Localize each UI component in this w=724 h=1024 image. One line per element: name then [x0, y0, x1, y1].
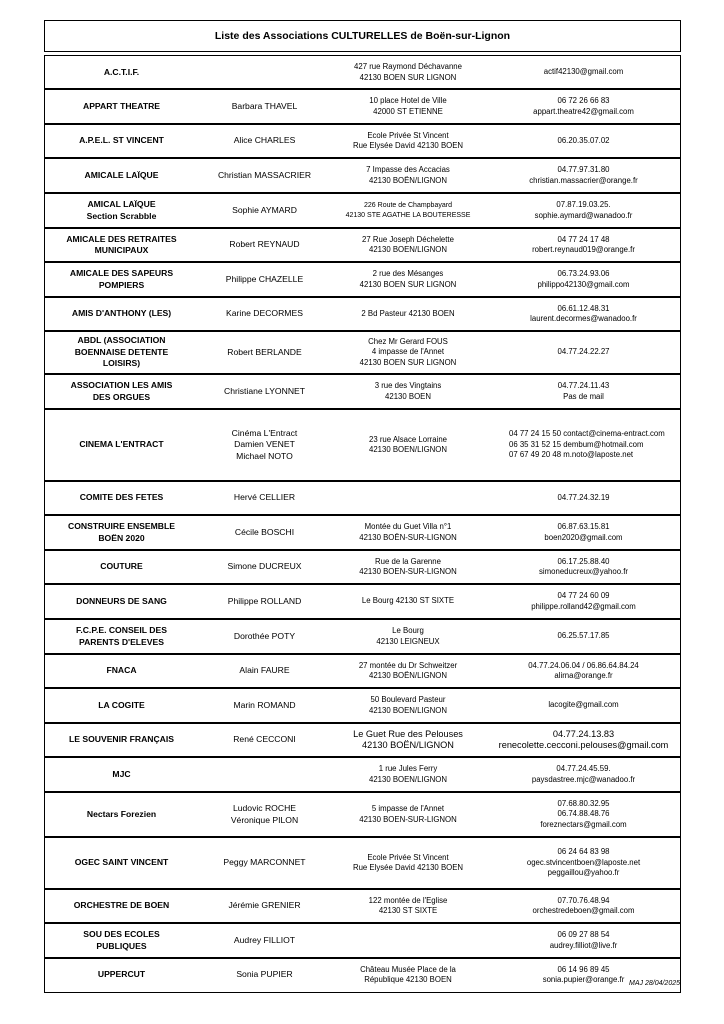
association-row — [44, 549, 681, 585]
association-name-line: Section Scrabble — [86, 210, 157, 221]
association-row — [44, 687, 681, 724]
title-text: Liste des Associations CULTURELLES de Boën-sur-Lignon — [214, 30, 511, 42]
association-name — [45, 67, 198, 79]
page-title — [44, 20, 681, 52]
association-name — [45, 380, 198, 403]
contact-person-line: Hervé CELLIER — [233, 492, 296, 503]
association-name-line: ASSOCIATION LES AMIS — [70, 380, 173, 391]
association-address-line: 27 Rue Joseph Déchelette — [362, 234, 454, 244]
association-address — [331, 309, 485, 320]
contact-details — [485, 235, 682, 256]
contact-details — [485, 700, 682, 711]
association-address-line: 42130 LEIGNEUX — [376, 636, 440, 646]
contact-person-line: Christian MASSACRIER — [217, 169, 312, 180]
contact-person — [198, 135, 331, 147]
association-row — [44, 583, 681, 620]
association-name-line: COUTURE — [100, 561, 143, 572]
association-address-line: Château Musée Place de la — [360, 964, 456, 974]
contact-details-line: 04.77.24.45.59. — [556, 764, 611, 774]
association-address-line: 226 Route de Champbayard — [364, 202, 452, 210]
contact-details-line: philippe.rolland42@gmail.com — [531, 601, 636, 611]
association-name-line: MUNICIPAUX — [94, 245, 149, 256]
contact-details-line: Pas de mail — [563, 391, 604, 401]
association-address — [331, 764, 485, 785]
association-address — [331, 165, 485, 186]
contact-details-line: appart.theatre42@gmail.com — [533, 106, 634, 116]
association-name — [45, 101, 198, 113]
contact-person — [198, 803, 331, 826]
contact-person — [198, 428, 331, 463]
association-address-line: Ecole Privée St Vincent — [367, 130, 449, 140]
association-address-line: 50 Boulevard Pasteur — [370, 695, 446, 705]
association-address-line: 42130 BOEN SUR LIGNON — [359, 72, 457, 82]
contact-details-line: robert.reynaud019@orange.fr — [532, 245, 635, 255]
association-address-line: 42130 BOËN/LIGNON — [368, 671, 447, 681]
association-address-line: 42130 BOEN SUR LIGNON — [359, 279, 457, 289]
association-row — [44, 836, 681, 890]
association-name — [45, 335, 198, 370]
association-address — [331, 62, 485, 83]
association-row — [44, 922, 681, 959]
association-address-line: 42130 BOEN/LIGNON — [368, 245, 447, 255]
contact-details — [485, 557, 682, 578]
association-address-line: 2 rue des Mésanges — [372, 269, 444, 279]
association-address-line: Rue de la Garenne — [375, 556, 441, 566]
contact-details — [485, 165, 682, 186]
association-name — [45, 857, 198, 869]
association-address — [331, 235, 485, 256]
contact-details — [485, 522, 682, 543]
contact-person — [198, 101, 331, 113]
contact-details-line: boen2020@gmail.com — [544, 532, 623, 542]
association-name — [45, 170, 198, 182]
association-address-line: 3 rue des Vingtains — [374, 381, 442, 391]
contact-person-line: Sonia PUPIER — [236, 969, 293, 980]
association-name-line: ABDL (ASSOCIATION — [77, 335, 166, 346]
contact-details-line: 06.61.12.48.31 — [557, 303, 610, 313]
association-row — [44, 192, 681, 229]
contact-person — [198, 205, 331, 217]
contact-details — [485, 429, 682, 461]
contact-details-line: sophie.aymard@wanadoo.fr — [534, 210, 633, 220]
contact-details — [485, 67, 682, 78]
association-name-line: POMPIERS — [98, 279, 145, 290]
contact-details-line: 04.77.24.11.43 — [557, 381, 610, 391]
contact-person-line: Christiane LYONNET — [223, 385, 306, 396]
contact-person-line: Peggy MARCONNET — [223, 857, 306, 868]
contact-person-line: Audrey FILLIOT — [233, 934, 296, 945]
association-name — [45, 268, 198, 291]
association-address-line: 23 rue Alsace Lorraine — [368, 434, 448, 444]
contact-person — [198, 596, 331, 608]
contact-details-line: actif42130@gmail.com — [543, 67, 624, 77]
association-name-line: CONSTRUIRE ENSEMBLE — [68, 521, 175, 532]
contact-details-line: 06.25.57.17.85 — [557, 631, 610, 641]
association-address-line: 42130 BOEN SUR LIGNON — [359, 357, 457, 367]
association-name — [45, 700, 198, 712]
association-name-line: A.C.T.I.F. — [103, 66, 140, 77]
association-name-line: OGEC SAINT VINCENT — [74, 857, 169, 868]
contact-person — [198, 170, 331, 182]
contact-person-line: Damien VENET — [234, 439, 295, 450]
contact-details-line: 04 77 24 60 09 — [557, 591, 610, 601]
association-row — [44, 722, 681, 758]
contact-person — [198, 857, 331, 869]
association-address — [331, 965, 485, 986]
association-row — [44, 408, 681, 482]
contact-details — [485, 661, 682, 682]
association-name-line: Nectars Forezien — [86, 808, 157, 819]
contact-person — [198, 239, 331, 251]
association-name-line: FNACA — [106, 665, 137, 676]
association-address — [331, 435, 485, 456]
contact-details-line: paysdastree.mjc@wanadoo.fr — [531, 774, 636, 784]
contact-person-line: Véronique PILON — [230, 814, 299, 825]
association-address-line: 7 Impasse des Accacias — [366, 165, 450, 175]
association-address-line: Ecole Privée St Vincent — [367, 852, 449, 862]
association-address-line: Rue Elysée David 42130 BOEN — [352, 141, 464, 151]
contact-person-line: Alice CHARLES — [233, 135, 296, 146]
association-address — [331, 626, 485, 647]
association-name — [45, 308, 198, 320]
contact-details-line: 06 09 27 88 54 — [557, 930, 610, 940]
association-address-line: 4 impasse de l'Annet — [371, 347, 445, 357]
association-address-line: 427 rue Raymond Déchavanne — [354, 61, 462, 71]
contact-details-line: 06.17.25.88.40 — [557, 556, 610, 566]
association-name-line: DONNEURS DE SANG — [76, 595, 167, 606]
contact-details-line: 07 67 49 20 48 m.noto@laposte.net — [509, 450, 634, 460]
association-name-line: CINEMA L'ENTRACT — [79, 439, 164, 450]
association-name — [45, 135, 198, 147]
update-date: MAJ 28/04/2025 — [629, 980, 680, 987]
contact-details-line: 04.77.24.13.83 — [552, 728, 615, 739]
association-name — [45, 492, 198, 504]
contact-details — [485, 304, 682, 325]
contact-details-line: 04 77 24 17 48 — [557, 234, 610, 244]
contact-details — [485, 729, 682, 752]
contact-person-line: Philippe CHAZELLE — [225, 273, 304, 284]
contact-person-line: Jérémie GRENIER — [228, 900, 301, 911]
contact-details-line: alirna@orange.fr — [554, 671, 613, 681]
association-address-line: 42130 BOEN/LIGNON — [368, 705, 447, 715]
association-name-line: LOISIRS) — [102, 358, 141, 369]
association-address-line: 42000 ST ETIENNE — [373, 106, 443, 116]
association-row — [44, 330, 681, 375]
contact-person — [198, 969, 331, 981]
contact-details-line: 07.70.76.48.94 — [557, 895, 610, 905]
contact-person-line: Philippe ROLLAND — [227, 595, 302, 606]
contact-details-line: audrey.filliot@live.fr — [549, 940, 618, 950]
contact-person — [198, 308, 331, 320]
contact-details — [485, 347, 682, 358]
association-address-line: Le Guet Rue des Pelouses — [353, 728, 463, 739]
association-name — [45, 521, 198, 544]
contact-person — [198, 386, 331, 398]
association-row — [44, 123, 681, 159]
association-address — [331, 804, 485, 825]
association-row — [44, 296, 681, 332]
contact-details — [485, 269, 682, 290]
association-row — [44, 261, 681, 298]
contact-details-line: 06.74.88.48.76 — [557, 809, 610, 819]
association-row — [44, 88, 681, 125]
association-name — [45, 969, 198, 981]
association-address — [331, 853, 485, 874]
association-name-line: PUBLIQUES — [96, 940, 147, 951]
association-name-line: COMITE DES FETES — [79, 492, 164, 503]
contact-details — [485, 896, 682, 917]
contact-details-line: foreznectars@gmail.com — [540, 819, 627, 829]
contact-details-line: simoneducreux@yahoo.fr — [539, 567, 628, 577]
contact-details — [485, 764, 682, 785]
contact-person — [198, 274, 331, 286]
association-row — [44, 157, 681, 194]
association-address-line: 1 rue Jules Ferry — [378, 764, 438, 774]
contact-person — [198, 561, 331, 573]
association-address — [331, 381, 485, 402]
association-row — [44, 756, 681, 793]
contact-details-line: orchestredeboen@gmail.com — [532, 906, 635, 916]
association-address — [331, 557, 485, 578]
contact-details — [485, 631, 682, 642]
contact-details-line: 06.87.63.15.81 — [557, 522, 610, 532]
association-name-line: AMICALE DES SAPEURS — [69, 268, 174, 279]
association-name — [45, 665, 198, 677]
contact-details-line: 06 35 31 52 15 dembum@hotmail.com — [509, 439, 644, 449]
contact-details-line: 06 72 26 66 83 — [557, 96, 610, 106]
association-row — [44, 888, 681, 924]
association-address-line: Montée du Guet Villa n°1 — [364, 522, 452, 532]
association-name-line: AMICALE LAÏQUE — [84, 169, 159, 180]
contact-person — [198, 665, 331, 677]
association-address-line: 2 Bd Pasteur 42130 BOEN — [361, 308, 455, 318]
contact-details-line: philippo42130@gmail.com — [537, 279, 630, 289]
association-name-line: MJC — [112, 768, 131, 779]
association-address — [331, 729, 485, 752]
association-address-line: 42130 BOEN-SUR-LIGNON — [359, 814, 457, 824]
association-name — [45, 234, 198, 257]
contact-details — [485, 381, 682, 402]
contact-details-line: 06.73.24.93.06 — [557, 269, 610, 279]
association-name — [45, 809, 198, 821]
association-name — [45, 625, 198, 648]
association-address-line: 42130 BOEN-SUR-LIGNON — [359, 567, 457, 577]
contact-details — [485, 200, 682, 221]
association-address-line: 42130 BOEN/LIGNON — [368, 774, 447, 784]
association-name — [45, 734, 198, 746]
contact-person-line: Simone DUCREUX — [227, 561, 302, 572]
contact-details — [485, 493, 682, 504]
contact-details-line: peggaillou@yahoo.fr — [547, 868, 620, 878]
association-name-line: F.C.P.E. CONSEIL DES — [76, 625, 167, 636]
contact-details-line: 04 77 24 15 50 contact@cinema-entract.com — [509, 429, 665, 439]
association-address-line: 42130 BOËN/LIGNON — [368, 175, 447, 185]
contact-person-line: Barbara THAVEL — [231, 100, 298, 111]
contact-details-line: sonia.pupier@orange.fr — [542, 975, 625, 985]
contact-details-line: lacogite@gmail.com — [548, 700, 619, 710]
association-name-line: APPART THEATRE — [82, 100, 161, 111]
contact-details — [485, 96, 682, 117]
association-address-line: 42130 ST SIXTE — [378, 906, 438, 916]
contact-person — [198, 492, 331, 504]
association-name — [45, 929, 198, 952]
association-address — [331, 695, 485, 716]
contact-person-line: Michael NOTO — [236, 450, 293, 461]
association-name — [45, 439, 198, 451]
association-address-line: Le Bourg — [392, 626, 424, 636]
association-row — [44, 55, 681, 90]
contact-person — [198, 700, 331, 712]
association-name-line: ORCHESTRE DE BOEN — [73, 900, 170, 911]
contact-person — [198, 935, 331, 947]
association-address-line: 27 montée du Dr Schweitzer — [358, 660, 458, 670]
contact-person-line: Cécile BOSCHI — [234, 526, 295, 537]
association-name-line: DES ORGUES — [92, 391, 151, 402]
association-address-line: 42130 BOEN/LIGNON — [368, 445, 447, 455]
association-address — [331, 269, 485, 290]
association-name-line: A.P.E.L. ST VINCENT — [79, 135, 164, 146]
association-address-line: 42130 BOEN — [385, 391, 431, 401]
contact-person — [198, 347, 331, 359]
association-name-line: LE SOUVENIR FRANÇAIS — [68, 734, 175, 745]
association-name-line: LA COGITE — [98, 699, 145, 710]
association-name — [45, 561, 198, 573]
contact-details-line: 06.20.35.07.02 — [557, 135, 610, 145]
association-address-line: République 42130 BOEN — [364, 975, 452, 985]
association-name-line: SOU DES ECOLES — [83, 929, 160, 940]
association-address-line: Le Bourg 42130 ST SIXTE — [361, 596, 455, 606]
contact-details — [485, 930, 682, 951]
contact-details-line: 06 14 96 89 45 — [557, 964, 610, 974]
association-row — [44, 791, 681, 838]
contact-details-line: renecolette.cecconi.pelouses@gmail.com — [498, 740, 669, 751]
association-row — [44, 514, 681, 551]
contact-details-line: 04.77.24.32.19 — [557, 492, 610, 502]
contact-details-line: ogec.stvincentboen@laposte.net — [526, 857, 641, 867]
contact-person — [198, 631, 331, 643]
association-row — [44, 373, 681, 410]
contact-person-line: Ludovic ROCHE — [232, 803, 297, 814]
contact-person — [198, 527, 331, 539]
contact-person — [198, 900, 331, 912]
association-row — [44, 618, 681, 655]
contact-person-line: Robert BERLANDE — [227, 346, 302, 357]
contact-details-line: 04.77.97.31.80 — [557, 165, 610, 175]
association-address — [331, 596, 485, 607]
contact-person-line: Sophie AYMARD — [232, 204, 297, 215]
association-address-line: 10 place Hotel de Ville — [369, 96, 447, 106]
association-name-line: AMICAL LAÏQUE — [87, 199, 156, 210]
association-row — [44, 957, 681, 993]
association-name — [45, 769, 198, 781]
contact-details-line: 04.77.24.06.04 / 06.86.64.84.24 — [528, 660, 639, 670]
association-name-line: BOENNAISE DETENTE — [74, 346, 169, 357]
contact-details — [485, 799, 682, 831]
contact-details — [485, 591, 682, 612]
association-address — [331, 131, 485, 152]
contact-person-line: Robert REYNAUD — [229, 239, 300, 250]
contact-details-line: 07.68.80.32.95 — [557, 798, 610, 808]
contact-person-line: Dorothée POTY — [233, 630, 296, 641]
contact-person-line: Karine DECORMES — [226, 308, 303, 319]
contact-person — [198, 734, 331, 746]
association-name — [45, 596, 198, 608]
contact-person-line: René CECCONI — [233, 734, 296, 745]
contact-person-line: Alain FAURE — [239, 665, 290, 676]
association-name-line: PARENTS D'ELEVES — [79, 636, 164, 647]
association-address — [331, 96, 485, 117]
contact-details-line: christian.massacrier@orange.fr — [529, 175, 638, 185]
contact-details-line: 04.77.24.22.27 — [557, 347, 610, 357]
association-name-line: BOËN 2020 — [98, 532, 145, 543]
association-name — [45, 199, 198, 222]
association-address — [331, 522, 485, 543]
association-address-line: 5 impasse de l'Annet — [371, 804, 445, 814]
association-address-line: Chez Mr Gerard FOUS — [368, 336, 448, 346]
association-name-line: AMIS D'ANTHONY (LES) — [71, 308, 172, 319]
association-address — [331, 337, 485, 369]
association-name — [45, 900, 198, 912]
association-address — [331, 661, 485, 682]
association-address — [331, 201, 485, 220]
association-address-line: 122 montée de l'Eglise — [368, 895, 448, 905]
contact-details-line: 07.87.19.03.25. — [556, 200, 611, 210]
association-row — [44, 480, 681, 516]
contact-details-line: laurent.decormes@wanadoo.fr — [530, 314, 637, 324]
association-name-line: UPPERCUT — [97, 969, 146, 980]
association-row — [44, 653, 681, 689]
association-name-line: AMICALE DES RETRAITES — [66, 233, 177, 244]
contact-details — [485, 847, 682, 879]
contact-details-line: 06 24 64 83 98 — [557, 847, 610, 857]
association-address-line: 42130 BOËN/LIGNON — [362, 740, 454, 751]
association-address-line: 42130 BOËN-SUR-LIGNON — [359, 532, 457, 542]
association-address-line: Rue Elysée David 42130 BOEN — [352, 863, 464, 873]
contact-person-line: Cinéma L'Entract — [231, 427, 298, 438]
contact-details — [485, 136, 682, 147]
association-address — [331, 896, 485, 917]
contact-person-line: Marin ROMAND — [233, 699, 296, 710]
association-row — [44, 227, 681, 263]
association-address-line: 42130 STE AGATHE LA BOUTERESSE — [345, 211, 471, 219]
